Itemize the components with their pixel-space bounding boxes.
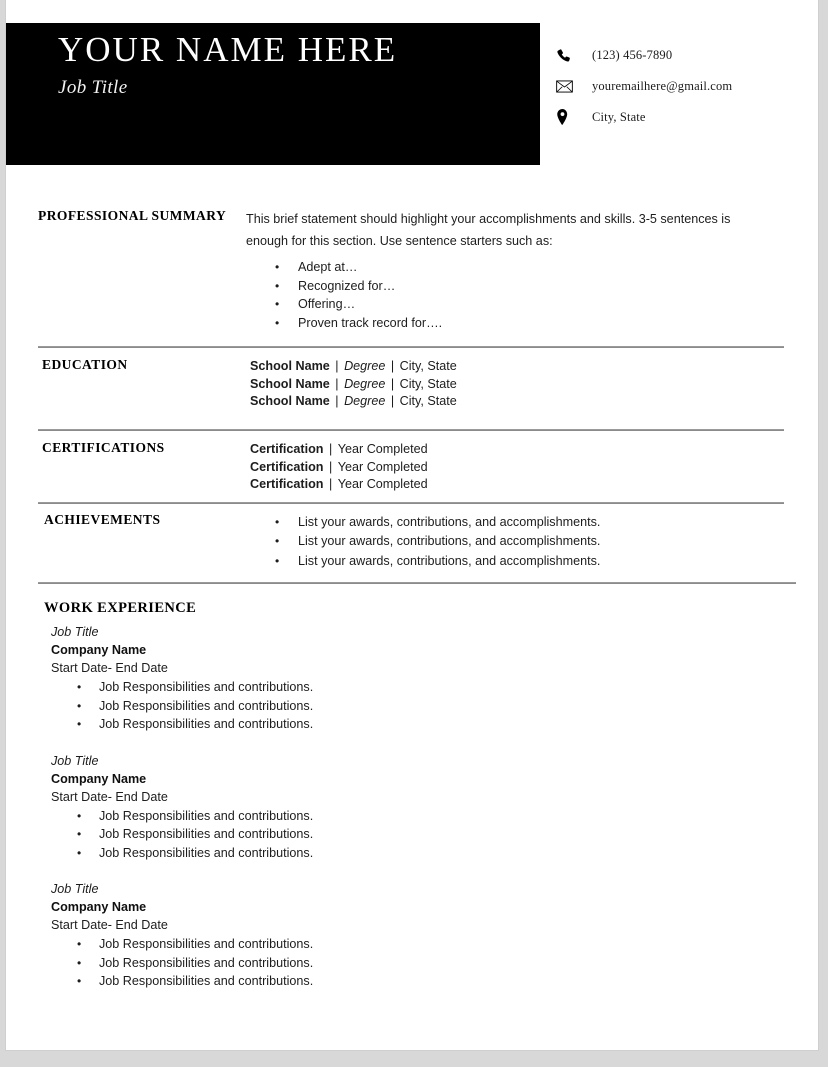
bullet-glyph: • bbox=[275, 260, 280, 274]
job-responsibility-text: Job Responsibilities and contributions. bbox=[99, 845, 314, 860]
achievement-bullet bbox=[268, 552, 738, 571]
name-block bbox=[58, 30, 518, 101]
bullet-glyph: • bbox=[77, 680, 82, 694]
separator: | bbox=[325, 442, 336, 456]
bullet-glyph: • bbox=[275, 297, 280, 311]
work-experience-entries bbox=[51, 623, 551, 1009]
education-entries bbox=[250, 358, 670, 411]
job-responsibility-list bbox=[51, 678, 551, 734]
work-experience-entry bbox=[51, 623, 551, 734]
separator: | bbox=[331, 394, 343, 409]
achievement-bullet-text: List your awards, contributions, and accomplishments. bbox=[298, 534, 601, 549]
education-location: City, State bbox=[399, 394, 457, 409]
job-responsibility bbox=[51, 825, 551, 844]
divider-work-experience bbox=[38, 582, 796, 584]
job-company: Company Name bbox=[51, 771, 147, 786]
bullet-glyph: • bbox=[77, 717, 82, 731]
job-company: Company Name bbox=[51, 643, 147, 657]
education-school: School Name bbox=[250, 394, 330, 409]
contact-row-email bbox=[556, 71, 806, 102]
job-responsibility bbox=[51, 807, 551, 826]
job-responsibility-list bbox=[51, 807, 551, 863]
certification-year: Year Completed bbox=[337, 442, 428, 456]
bullet-glyph: • bbox=[77, 827, 82, 841]
summary-bullet bbox=[268, 314, 698, 333]
education-school: School Name bbox=[250, 359, 330, 373]
certification-year: Year Completed bbox=[337, 459, 428, 474]
certification-name: Certification bbox=[250, 477, 324, 492]
achievement-bullet bbox=[268, 532, 738, 551]
education-entry bbox=[250, 358, 670, 376]
professional-summary-paragraph: This brief statement should highlight your accomplishments and skills. 3-5 sentences is enough for this section. Use sentence starters such as: bbox=[246, 212, 731, 248]
separator: | bbox=[331, 359, 343, 373]
job-title: Job Title bbox=[51, 625, 99, 639]
bullet-glyph: • bbox=[275, 553, 280, 568]
work-experience-entry bbox=[51, 752, 551, 863]
section-label-certifications: CERTIFICATIONS bbox=[42, 440, 165, 455]
summary-bullet bbox=[268, 258, 698, 277]
contact-email-value: youremailhere@gmail.com bbox=[592, 79, 733, 93]
job-dates: Start Date- End Date bbox=[51, 661, 168, 675]
candidate-name: YOUR NAME HERE bbox=[58, 30, 398, 69]
job-responsibility bbox=[51, 954, 551, 973]
job-responsibility bbox=[51, 715, 551, 734]
summary-bullet-text: Recognized for… bbox=[298, 278, 396, 293]
job-responsibility-text: Job Responsibilities and contributions. bbox=[99, 955, 314, 970]
contact-row-location bbox=[556, 102, 806, 133]
job-responsibility-text: Job Responsibilities and contributions. bbox=[99, 717, 314, 731]
education-location: City, State bbox=[399, 376, 457, 391]
certification-entry bbox=[250, 459, 670, 477]
section-label-education: EDUCATION bbox=[42, 357, 128, 372]
job-responsibility bbox=[51, 935, 551, 954]
certification-name: Certification bbox=[250, 459, 324, 474]
map-pin-icon bbox=[556, 109, 582, 126]
job-responsibility bbox=[51, 972, 551, 991]
bullet-glyph: • bbox=[275, 278, 280, 293]
divider-certifications bbox=[38, 429, 784, 431]
bullet-glyph: • bbox=[77, 808, 82, 823]
certification-year: Year Completed bbox=[337, 477, 428, 492]
bullet-glyph: • bbox=[77, 937, 82, 951]
phone-icon bbox=[556, 48, 582, 63]
contact-location-value: City, State bbox=[592, 110, 646, 124]
achievement-bullet bbox=[268, 513, 738, 532]
separator: | bbox=[325, 459, 336, 474]
job-responsibility bbox=[51, 844, 551, 863]
separator: | bbox=[387, 376, 398, 391]
separator: | bbox=[387, 394, 398, 409]
education-degree: Degree bbox=[344, 376, 386, 391]
job-responsibility-text: Job Responsibilities and contributions. bbox=[99, 827, 314, 841]
job-responsibility-text: Job Responsibilities and contributions. bbox=[99, 937, 314, 951]
job-responsibility bbox=[51, 697, 551, 716]
resume-page bbox=[6, 0, 818, 1050]
divider-achievements bbox=[38, 502, 784, 504]
summary-bullet-text: Offering… bbox=[298, 297, 356, 311]
professional-summary-bullets bbox=[268, 258, 698, 332]
bullet-glyph: • bbox=[77, 955, 82, 970]
summary-bullet bbox=[268, 295, 698, 314]
bullet-glyph: • bbox=[275, 515, 280, 529]
separator: | bbox=[325, 477, 336, 492]
job-responsibility-list bbox=[51, 935, 551, 991]
job-responsibility-text: Job Responsibilities and contributions. bbox=[99, 698, 314, 713]
job-responsibility bbox=[51, 678, 551, 697]
certification-entry bbox=[250, 441, 670, 459]
separator: | bbox=[387, 359, 398, 373]
divider-education bbox=[38, 346, 784, 348]
summary-bullet-text: Proven track record for…. bbox=[298, 315, 443, 330]
contact-row-phone bbox=[556, 40, 806, 71]
job-responsibility-text: Job Responsibilities and contributions. bbox=[99, 808, 314, 823]
education-degree: Degree bbox=[344, 394, 386, 409]
candidate-job-title: Job Title bbox=[58, 77, 128, 98]
section-label-work-experience: WORK EXPERIENCE bbox=[44, 600, 197, 616]
certification-entry bbox=[250, 476, 670, 494]
bullet-glyph: • bbox=[77, 845, 82, 860]
education-school: School Name bbox=[250, 376, 330, 391]
job-company: Company Name bbox=[51, 900, 147, 914]
summary-bullet bbox=[268, 277, 698, 296]
achievements-bullets bbox=[268, 513, 738, 571]
job-dates: Start Date- End Date bbox=[51, 918, 168, 932]
certification-name: Certification bbox=[250, 442, 324, 456]
summary-bullet-text: Adept at… bbox=[298, 260, 358, 274]
section-label-professional-summary: PROFESSIONAL SUMMARY bbox=[38, 208, 227, 223]
job-responsibility-text: Job Responsibilities and contributions. bbox=[99, 974, 314, 988]
job-title: Job Title bbox=[51, 882, 99, 896]
bullet-glyph: • bbox=[275, 315, 280, 330]
bullet-glyph: • bbox=[77, 974, 82, 988]
job-dates: Start Date- End Date bbox=[51, 789, 168, 804]
bullet-glyph: • bbox=[77, 698, 82, 713]
contact-phone-value: (123) 456-7890 bbox=[592, 48, 673, 62]
job-responsibility-text: Job Responsibilities and contributions. bbox=[99, 680, 314, 694]
education-location: City, State bbox=[399, 359, 457, 373]
section-label-achievements: ACHIEVEMENTS bbox=[44, 512, 161, 527]
education-degree: Degree bbox=[344, 359, 386, 373]
separator: | bbox=[331, 376, 343, 391]
work-experience-entry bbox=[51, 880, 551, 991]
achievement-bullet-text: List your awards, contributions, and accomplishments. bbox=[298, 515, 601, 529]
contact-block bbox=[556, 40, 806, 133]
envelope-icon bbox=[556, 80, 582, 93]
bullet-glyph: • bbox=[275, 534, 280, 549]
education-entry bbox=[250, 393, 670, 411]
job-title: Job Title bbox=[51, 753, 99, 768]
achievement-bullet-text: List your awards, contributions, and accomplishments. bbox=[298, 553, 601, 568]
education-entry bbox=[250, 376, 670, 394]
certification-entries bbox=[250, 441, 670, 494]
